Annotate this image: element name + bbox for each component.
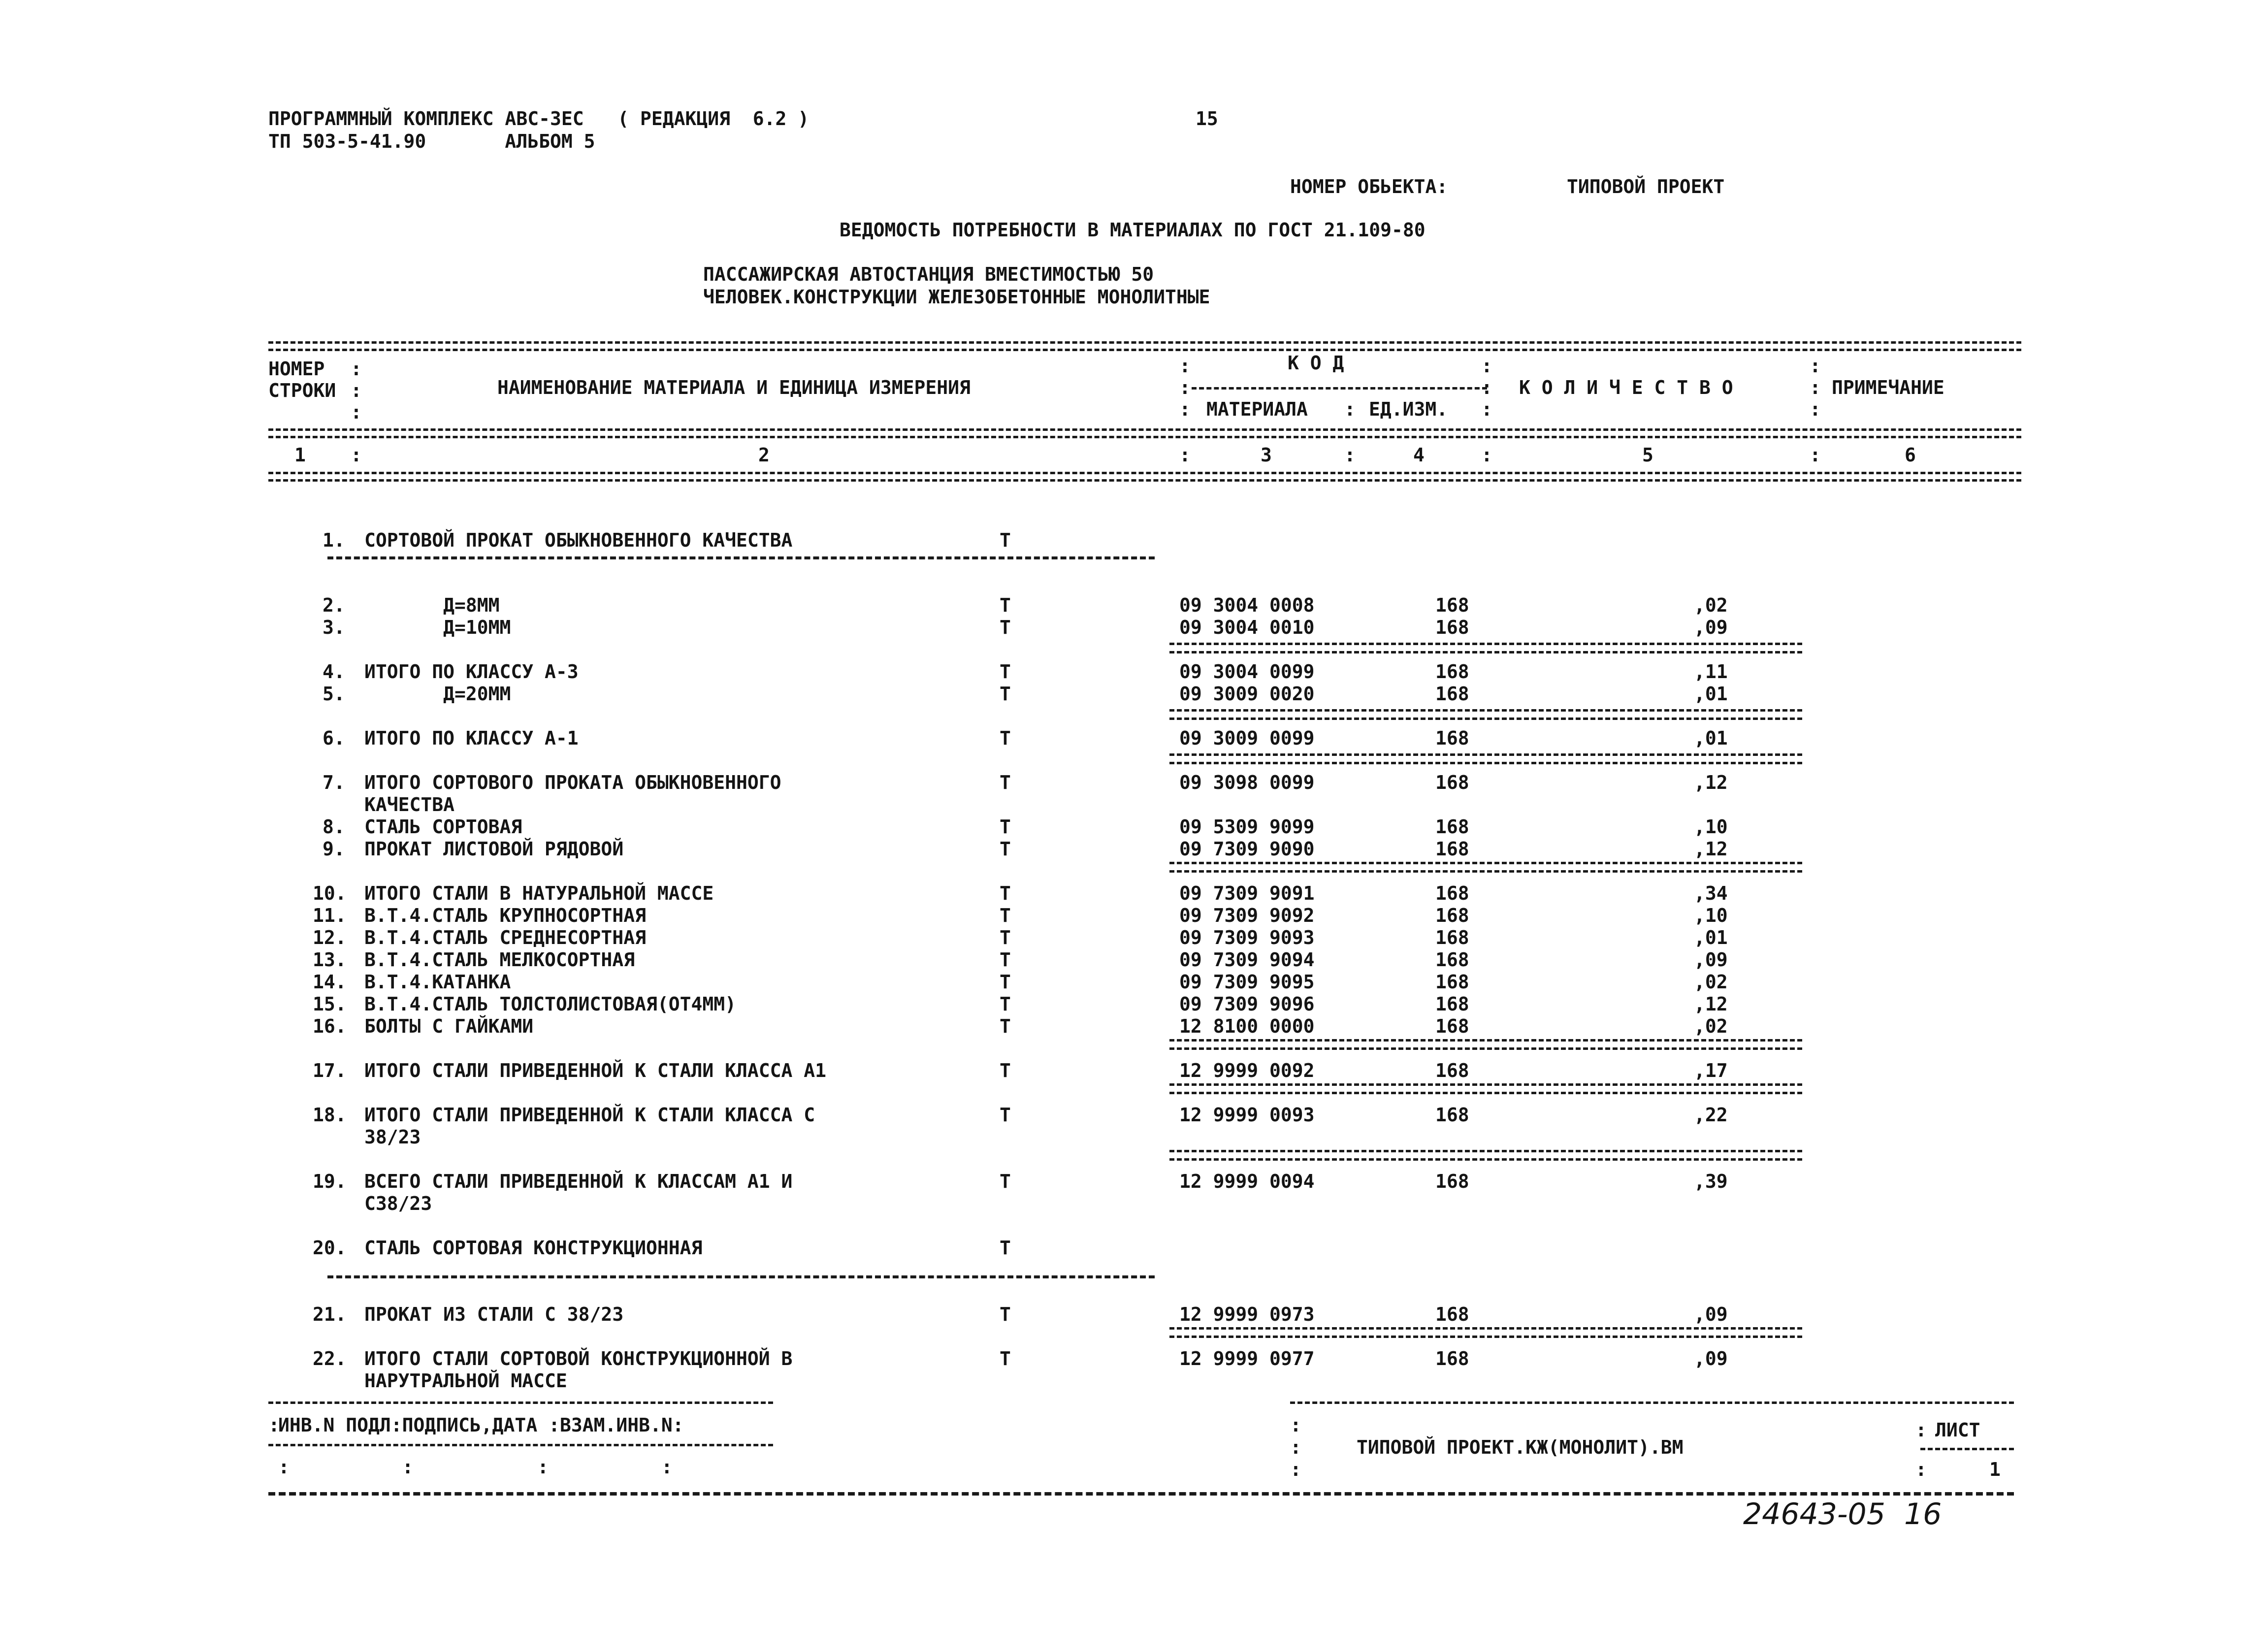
row-unit-code: 168 [1435,905,1469,926]
handwritten-archive-number: 24643-05 16 [1743,1497,1942,1531]
row-number: 9. [323,838,345,860]
row-name: ИТОГО СТАЛИ ПРИВЕДЕННОЙ К СТАЛИ КЛАССА А1 [364,1060,826,1081]
header-colon: : [1179,355,1191,377]
row-material-code: 09 3004 0008 [1179,594,1315,616]
row-number: 7. [323,772,345,793]
row-quantity: ,09 [1694,617,1728,638]
row-quantity: ,12 [1694,993,1728,1015]
header-colon: : [351,380,362,401]
row-unit: Т [1000,727,1011,749]
row-name: Д=10ММ [364,617,511,638]
row-material-code: 12 9999 0977 [1179,1348,1315,1369]
row-quantity: ,09 [1694,1303,1728,1325]
header-colon: : [351,444,362,466]
sheet-value-colon: : [1915,1459,1927,1480]
row-unit: Т [1000,772,1011,793]
row-unit-code: 168 [1435,993,1469,1015]
row-name: ВСЕГО СТАЛИ ПРИВЕДЕННОЙ К КЛАССАМ А1 И [364,1171,793,1192]
subtotal-separator [1169,1083,1802,1094]
row-unit: Т [1000,838,1011,860]
row-unit: Т [1000,927,1011,948]
row-material-code: 09 3098 0099 [1179,772,1315,793]
row-number: 2. [323,594,345,616]
row-number: 20. [313,1237,347,1259]
header-colon: : [1810,398,1821,420]
column-number: 1 [294,444,306,466]
row-quantity: ,11 [1694,661,1728,683]
row-name: ИТОГО СТАЛИ В НАТУРАЛЬНОЙ МАССЕ [364,882,714,904]
row-quantity: ,01 [1694,927,1728,948]
row-material-code: 12 9999 0973 [1179,1303,1315,1325]
header-colon: : [1481,355,1492,377]
row-number: 12. [313,927,347,948]
row-material-code: 12 8100 0000 [1179,1015,1315,1037]
row-name: ИТОГО СТАЛИ СОРТОВОЙ КОНСТРУКЦИОННОЙ В [364,1348,793,1369]
row-name: Д=8ММ [364,594,500,616]
row-quantity: ,17 [1694,1060,1728,1081]
subtotal-separator [1169,709,1802,720]
header-colon: : [1179,398,1191,420]
column-number: 4 [1413,444,1425,466]
row-number: 16. [313,1015,347,1037]
header-colon: : [1344,398,1356,420]
subtotal-separator [1169,643,1802,653]
row-number: 17. [313,1060,347,1081]
header-colon: : [1481,398,1492,420]
row-quantity: ,34 [1694,882,1728,904]
title-block-colon: : [1290,1414,1301,1436]
row-unit: Т [1000,905,1011,926]
row-unit: Т [1000,816,1011,838]
row-material-code: 09 7309 9090 [1179,838,1315,860]
row-unit-code: 168 [1435,882,1469,904]
row-name: СТАЛЬ СОРТОВАЯ [364,816,522,838]
header-colon: : [1481,377,1492,398]
row-material-code: 09 3004 0010 [1179,617,1315,638]
column-number: 6 [1905,444,1916,466]
row-unit-code: 168 [1435,1104,1469,1126]
header-top-rule [268,341,2021,351]
subtotal-separator [1169,862,1802,873]
row-name-continued: 38/23 [364,1126,421,1148]
row-unit: Т [1000,882,1011,904]
column-number: 3 [1261,444,1272,466]
row-material-code: 09 7309 9091 [1179,882,1315,904]
header-colon: : [351,401,362,423]
row-material-code: 09 5309 9099 [1179,816,1315,838]
section-underline [327,556,1155,559]
row-unit-code: 168 [1435,683,1469,705]
header-note: ПРИМЕЧАНИЕ [1832,377,1944,398]
stamp-cells: : : : : [278,1456,673,1478]
header-row-no-2: СТРОКИ [268,380,336,401]
row-unit: Т [1000,683,1011,705]
row-number: 13. [313,949,347,971]
row-unit: Т [1000,971,1011,993]
row-unit: Т [1000,1237,1011,1259]
row-name: ПРОКАТ ЛИСТОВОЙ РЯДОВОЙ [364,838,624,860]
header-colon: : [1344,444,1356,466]
row-unit-code: 168 [1435,772,1469,793]
row-material-code: 09 7309 9096 [1179,993,1315,1015]
row-quantity: ,02 [1694,594,1728,616]
row-quantity: ,22 [1694,1104,1728,1126]
row-name-continued: НАРУТРАЛЬНОЙ МАССЕ [364,1370,567,1392]
object-label: НОМЕР ОБЬЕКТА: [1290,176,1448,197]
header-name: НАИМЕНОВАНИЕ МАТЕРИАЛА И ЕДИНИЦА ИЗМЕРЕНИЯ [497,377,971,398]
subtotal-separator [1169,1150,1802,1161]
document-title: ВЕДОМОСТЬ ПОТРЕБНОСТИ В МАТЕРИАЛАХ ПО ГОСТ 21.109-80 [840,219,1426,241]
row-number: 19. [313,1171,347,1192]
row-name: В.Т.4.СТАЛЬ КРУПНОСОРТНАЯ [364,905,646,926]
row-unit: Т [1000,1171,1011,1192]
stamp-top-rule [268,1401,773,1404]
row-quantity: ,02 [1694,1015,1728,1037]
header-colon: : [1810,444,1821,466]
row-unit: Т [1000,529,1011,551]
row-name: ИТОГО ПО КЛАССУ А-3 [364,661,579,683]
stamp-mid-rule [268,1444,773,1446]
row-unit-code: 168 [1435,1348,1469,1369]
row-name: Д=20ММ [364,683,511,705]
object-value: ТИПОВОЙ ПРОЕКТ [1567,176,1725,197]
header-colon: : [1481,444,1492,466]
row-material-code: 09 7309 9094 [1179,949,1315,971]
row-number: 22. [313,1348,347,1369]
header-colon: : [351,358,362,380]
row-unit: Т [1000,1015,1011,1037]
row-quantity: ,01 [1694,727,1728,749]
row-name-continued: КАЧЕСТВА [364,794,455,815]
row-unit-code: 168 [1435,816,1469,838]
subtotal-separator [1169,1327,1802,1338]
row-material-code: 12 9999 0094 [1179,1171,1315,1192]
row-unit-code: 168 [1435,1171,1469,1192]
row-material-code: 09 3004 0099 [1179,661,1315,683]
sheet-value: 1 [1989,1459,2001,1480]
row-name: ПРОКАТ ИЗ СТАЛИ С 38/23 [364,1303,624,1325]
row-unit: Т [1000,1104,1011,1126]
row-name: ИТОГО ПО КЛАССУ А-1 [364,727,579,749]
subtotal-separator [1169,753,1802,764]
row-number: 11. [313,905,347,926]
row-number: 15. [313,993,347,1015]
row-material-code: 12 9999 0093 [1179,1104,1315,1126]
row-unit-code: 168 [1435,727,1469,749]
row-unit-code: 168 [1435,617,1469,638]
header-colon: : [1810,377,1821,398]
project-line: ТП 503-5-41.90 АЛЬБОМ 5 [268,130,595,152]
row-name: В.Т.4.КАТАНКА [364,971,511,993]
title-block-document: ТИПОВОЙ ПРОЕКТ.КЖ(МОНОЛИТ).ВМ [1357,1436,1684,1458]
row-name: ИТОГО СТАЛИ ПРИВЕДЕННОЙ К СТАЛИ КЛАССА С [364,1104,815,1126]
stamp-fields: ИНВ.N ПОДЛ:ПОДПИСЬ,ДАТА :ВЗАМ.ИНВ.N: [278,1414,684,1436]
row-quantity: ,02 [1694,971,1728,993]
subtotal-separator [1169,1039,1802,1050]
row-material-code: 09 7309 9093 [1179,927,1315,948]
row-unit-code: 168 [1435,1303,1469,1325]
row-unit-code: 168 [1435,838,1469,860]
row-unit-code: 168 [1435,971,1469,993]
page-number: 15 [1196,108,1218,130]
row-quantity: ,09 [1694,1348,1728,1369]
row-quantity: ,12 [1694,772,1728,793]
row-name: В.Т.4.СТАЛЬ СРЕДНЕСОРТНАЯ [364,927,646,948]
row-name: В.Т.4.СТАЛЬ МЕЛКОСОРТНАЯ [364,949,635,971]
row-number: 21. [313,1303,347,1325]
row-number: 5. [323,683,345,705]
row-unit: Т [1000,1348,1011,1369]
row-quantity: ,10 [1694,905,1728,926]
row-material-code: 09 3009 0020 [1179,683,1315,705]
row-unit: Т [1000,993,1011,1015]
row-name: БОЛТЫ С ГАЙКАМИ [364,1015,534,1037]
title-block-colon: : [1290,1436,1301,1458]
row-unit: Т [1000,661,1011,683]
row-name: СОРТОВОЙ ПРОКАТ ОБЫКНОВЕННОГО КАЧЕСТВА [364,529,793,551]
row-name: В.Т.4.СТАЛЬ ТОЛСТОЛИСТОВАЯ(ОТ4ММ) [364,993,736,1015]
row-name-continued: С38/23 [364,1193,432,1214]
row-unit-code: 168 [1435,1015,1469,1037]
title-block-colon: : [1290,1459,1301,1480]
row-quantity: ,10 [1694,816,1728,838]
sheet-label-colon: : [1915,1419,1927,1441]
row-quantity: ,09 [1694,949,1728,971]
row-material-code: 09 7309 9092 [1179,905,1315,926]
row-quantity: ,12 [1694,838,1728,860]
row-material-code: 09 3009 0099 [1179,727,1315,749]
row-number: 14. [313,971,347,993]
header-mid-rule [268,428,2021,438]
row-material-code: 12 9999 0092 [1179,1060,1315,1081]
row-number: 4. [323,661,345,683]
header-colon: : [1179,377,1191,398]
program-line: ПРОГРАММНЫЙ КОМПЛЕКС АВС-3ЕС ( РЕДАКЦИЯ 6.2 ) [268,108,810,130]
stamp-colon: : [268,1414,280,1436]
header-code-divider [1192,387,1487,390]
row-quantity: ,01 [1694,683,1728,705]
header-colon: : [1810,355,1821,377]
header-row-no-1: НОМЕР [268,358,325,380]
row-material-code: 09 7309 9095 [1179,971,1315,993]
row-quantity: ,39 [1694,1171,1728,1192]
section-underline [327,1275,1155,1278]
column-number: 2 [758,444,770,466]
row-unit: Т [1000,1060,1011,1081]
header-bottom-rule [268,472,2021,482]
row-unit: Т [1000,617,1011,638]
row-number: 6. [323,727,345,749]
header-code-unit: ЕД.ИЗМ. [1369,398,1448,420]
row-number: 10. [313,882,347,904]
row-unit-code: 168 [1435,594,1469,616]
footer-bottom-rule [268,1492,2014,1496]
row-name: ИТОГО СОРТОВОГО ПРОКАТА ОБЫКНОВЕННОГО [364,772,781,793]
row-number: 3. [323,617,345,638]
row-unit: Т [1000,1303,1011,1325]
row-unit: Т [1000,949,1011,971]
sheet-divider [1920,1448,2014,1450]
header-quantity: К О Л И Ч Е С Т В О [1519,377,1733,398]
row-number: 18. [313,1104,347,1126]
row-unit: Т [1000,594,1011,616]
header-colon: : [1179,444,1191,466]
row-unit-code: 168 [1435,949,1469,971]
row-name: СТАЛЬ СОРТОВАЯ КОНСТРУКЦИОННАЯ [364,1237,703,1259]
column-number: 5 [1642,444,1653,466]
title-block-top-rule [1290,1401,2014,1404]
sheet-label: ЛИСТ [1935,1419,1980,1441]
row-unit-code: 168 [1435,661,1469,683]
header-code-material: МАТЕРИАЛА [1206,398,1308,420]
subtitle-line-1: ПАССАЖИРСКАЯ АВТОСТАНЦИЯ ВМЕСТИМОСТЬЮ 50 [703,263,1154,285]
subtitle-line-2: ЧЕЛОВЕК.КОНСТРУКЦИИ ЖЕЛЕЗОБЕТОННЫЕ МОНОЛИТНЫЕ [703,286,1210,308]
row-unit-code: 168 [1435,1060,1469,1081]
header-code: К О Д [1288,352,1344,374]
row-number: 1. [323,529,345,551]
row-unit-code: 168 [1435,927,1469,948]
row-number: 8. [323,816,345,838]
